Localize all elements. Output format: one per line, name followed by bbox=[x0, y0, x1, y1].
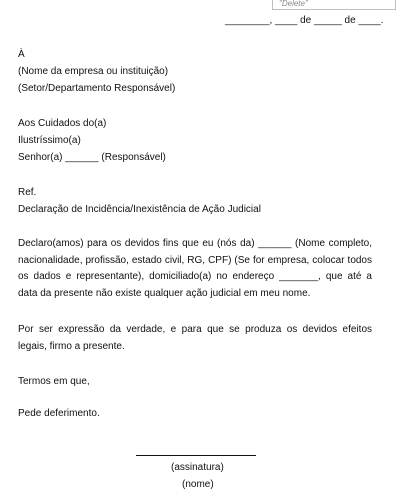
delete-tab-label: "Delete" bbox=[279, 0, 308, 8]
delete-comment-tab[interactable] bbox=[272, 0, 396, 10]
date-line: ________, ____ de _____ de ____. bbox=[225, 15, 384, 26]
recipient-to: À bbox=[18, 49, 25, 60]
closing-line-2: Pede deferimento. bbox=[18, 408, 100, 419]
attention-line-3: Senhor(a) ______ (Responsável) bbox=[18, 152, 166, 163]
signature-label: (assinatura) bbox=[171, 462, 224, 473]
reference-subject: Declaração de Incidência/Inexistência de Ação Judicial bbox=[18, 204, 261, 215]
attention-line-1: Aos Cuidados do(a) bbox=[18, 118, 107, 129]
body-paragraph-2: Por ser expressão da verdade, e para que se produza os devidos efeitos legais, firmo a presente. bbox=[18, 324, 372, 352]
attention-line-2: Ilustríssimo(a) bbox=[18, 135, 81, 146]
reference-label: Ref. bbox=[18, 187, 37, 198]
body-paragraph-1: Declaro(amos) para os devidos fins que eu (nós da) ______ (Nome completo, nacionalidade, profissão, estado civil, RG, CPF) (Se for empresa, colocar todos os dados e representante), domiciliado(a) no endereço _______, que até a data da presente não existe qualquer ação judicial em meu nome. bbox=[18, 238, 372, 299]
signature-line bbox=[136, 455, 256, 456]
closing-line-1: Termos em que, bbox=[18, 376, 90, 387]
name-label: (nome) bbox=[182, 479, 214, 490]
recipient-company: (Nome da empresa ou instituição) bbox=[18, 66, 169, 77]
recipient-department: (Setor/Departamento Responsável) bbox=[18, 83, 176, 94]
